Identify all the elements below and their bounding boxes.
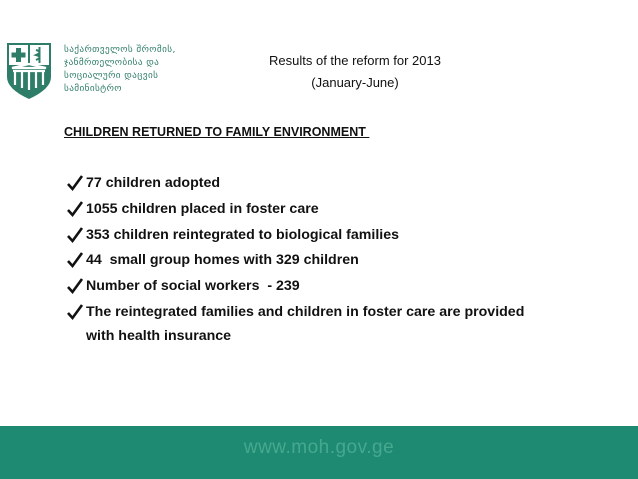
checkmark-icon bbox=[66, 248, 86, 272]
list-item bbox=[66, 274, 606, 298]
list-item bbox=[66, 171, 606, 195]
list-item-text: 353 children reintegrated to biological families bbox=[86, 226, 399, 243]
top-band bbox=[0, 0, 638, 26]
checkmark-icon bbox=[66, 171, 86, 195]
ministry-name bbox=[64, 43, 184, 95]
title-subline: (January-June) bbox=[311, 75, 399, 90]
list-item-text: 44 small group homes with 329 children bbox=[86, 252, 359, 269]
title-line: Results of the reform for 2013 bbox=[269, 53, 441, 68]
list-item-text: Number of social workers - 239 bbox=[86, 278, 300, 295]
checkmark-icon bbox=[66, 300, 86, 324]
footer-url[interactable]: www.moh.gov.ge bbox=[243, 437, 395, 458]
ministry-name-line: სოციალური დაცვის bbox=[64, 70, 159, 81]
ministry-logo bbox=[3, 37, 55, 101]
list-item bbox=[66, 248, 606, 272]
checkmark-icon bbox=[66, 274, 86, 298]
bullet-list bbox=[66, 171, 606, 350]
ministry-name-line: სამინისტრო bbox=[64, 83, 122, 94]
slide-title bbox=[210, 50, 500, 94]
checkmark-icon bbox=[66, 223, 86, 247]
ministry-name-line: ჯანმრთელობისა და bbox=[64, 57, 160, 68]
list-item-text: 1055 children placed in foster care bbox=[86, 200, 319, 217]
section-heading: CHILDREN RETURNED TO FAMILY ENVIRONMENT bbox=[64, 125, 370, 139]
checkmark-icon bbox=[66, 197, 86, 221]
ministry-name-line: საქართველოს შრომის, bbox=[64, 44, 176, 55]
list-item bbox=[66, 300, 606, 348]
list-item-text: 77 children adopted bbox=[86, 175, 221, 191]
list-item bbox=[66, 197, 606, 221]
list-item bbox=[66, 223, 606, 247]
list-item-text: The reintegrated families and children in foster care are provided with health insurance bbox=[86, 303, 525, 344]
